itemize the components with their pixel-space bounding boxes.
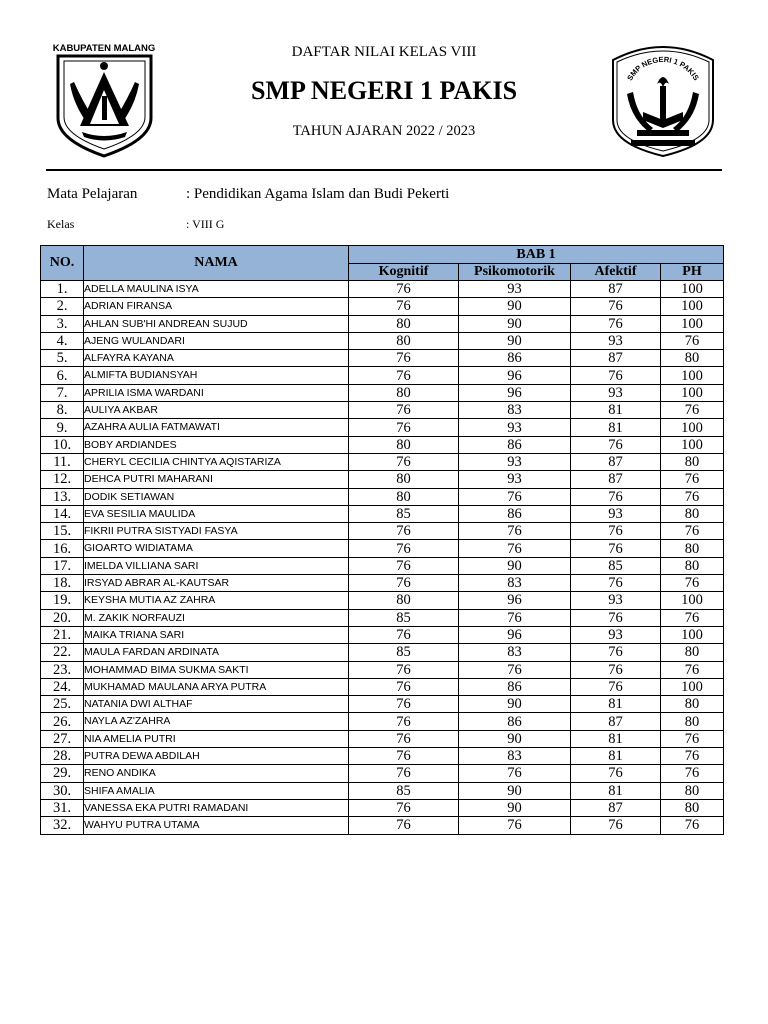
student-name: DODIK SETIAWAN (84, 488, 349, 505)
kognitif-score: 76 (349, 799, 459, 816)
student-name: AJENG WULANDARI (84, 332, 349, 349)
col-afektif-header: Afektif (571, 264, 661, 281)
ph-score: 80 (661, 644, 724, 661)
ph-score: 100 (661, 298, 724, 315)
student-name: KEYSHA MUTIA AZ ZAHRA (84, 592, 349, 609)
row-number: 30. (41, 782, 84, 799)
afektif-score: 81 (571, 748, 661, 765)
table-row (41, 298, 724, 315)
student-name: NATANIA DWI ALTHAF (84, 696, 349, 713)
row-number: 10. (41, 436, 84, 453)
afektif-score: 85 (571, 557, 661, 574)
row-number: 25. (41, 696, 84, 713)
student-name: NIA AMELIA PUTRI (84, 730, 349, 747)
school-emblem-logo (607, 40, 719, 158)
ph-score: 80 (661, 505, 724, 522)
class-label: Kelas (47, 217, 75, 231)
table-row (41, 678, 724, 695)
left-logo-text: KABUPATEN MALANG (52, 43, 156, 54)
col-psikomotorik-header: Psikomotorik (459, 264, 571, 281)
kognitif-score: 76 (349, 730, 459, 747)
psikomotorik-score: 90 (459, 298, 571, 315)
student-name: EVA SESILIA MAULIDA (84, 505, 349, 522)
table-row (41, 661, 724, 678)
row-number: 9. (41, 419, 84, 436)
student-name: ALFAYRA KAYANA (84, 350, 349, 367)
row-number: 22. (41, 644, 84, 661)
row-number: 6. (41, 367, 84, 384)
student-name: IMELDA VILLIANA SARI (84, 557, 349, 574)
student-name: AHLAN SUB'HI ANDREAN SUJUD (84, 315, 349, 332)
psikomotorik-score: 96 (459, 592, 571, 609)
row-number: 4. (41, 332, 84, 349)
row-number: 20. (41, 609, 84, 626)
psikomotorik-score: 76 (459, 817, 571, 834)
afektif-score: 93 (571, 505, 661, 522)
ph-score: 76 (661, 748, 724, 765)
grades-table-body (41, 281, 724, 835)
psikomotorik-score: 76 (459, 609, 571, 626)
ph-score: 100 (661, 626, 724, 643)
psikomotorik-score: 86 (459, 505, 571, 522)
kognitif-score: 76 (349, 765, 459, 782)
ph-score: 76 (661, 488, 724, 505)
ph-score: 76 (661, 471, 724, 488)
kognitif-score: 76 (349, 540, 459, 557)
row-number: 29. (41, 765, 84, 782)
psikomotorik-score: 86 (459, 350, 571, 367)
row-number: 28. (41, 748, 84, 765)
table-row (41, 419, 724, 436)
table-row (41, 332, 724, 349)
row-number: 2. (41, 298, 84, 315)
col-name-header: NAMA (84, 246, 349, 281)
afektif-score: 76 (571, 540, 661, 557)
right-logo-text: SMP NEGERI 1 PAKIS (625, 54, 701, 83)
row-number: 31. (41, 799, 84, 816)
afektif-score: 87 (571, 713, 661, 730)
ph-score: 76 (661, 817, 724, 834)
table-row (41, 453, 724, 470)
student-name: MAIKA TRIANA SARI (84, 626, 349, 643)
kognitif-score: 85 (349, 644, 459, 661)
kognitif-score: 80 (349, 332, 459, 349)
psikomotorik-score: 90 (459, 782, 571, 799)
kognitif-score: 76 (349, 748, 459, 765)
student-name: PUTRA DEWA ABDILAH (84, 748, 349, 765)
psikomotorik-score: 83 (459, 644, 571, 661)
header-divider (46, 169, 722, 171)
afektif-score: 93 (571, 332, 661, 349)
afektif-score: 87 (571, 453, 661, 470)
afektif-score: 76 (571, 661, 661, 678)
afektif-score: 76 (571, 817, 661, 834)
row-number: 18. (41, 575, 84, 592)
afektif-score: 93 (571, 592, 661, 609)
afektif-score: 87 (571, 281, 661, 298)
kognitif-score: 76 (349, 575, 459, 592)
kognitif-score: 76 (349, 402, 459, 419)
table-row (41, 696, 724, 713)
kognitif-score: 80 (349, 592, 459, 609)
ph-score: 100 (661, 592, 724, 609)
kognitif-score: 76 (349, 367, 459, 384)
afektif-score: 81 (571, 419, 661, 436)
table-row (41, 523, 724, 540)
afektif-score: 87 (571, 471, 661, 488)
table-row (41, 713, 724, 730)
student-name: VANESSA EKA PUTRI RAMADANI (84, 799, 349, 816)
kognitif-score: 76 (349, 678, 459, 695)
kognitif-score: 80 (349, 315, 459, 332)
table-row (41, 488, 724, 505)
table-row (41, 557, 724, 574)
student-name: ADELLA MAULINA ISYA (84, 281, 349, 298)
psikomotorik-score: 76 (459, 488, 571, 505)
ph-score: 80 (661, 799, 724, 816)
afektif-score: 76 (571, 298, 661, 315)
row-number: 21. (41, 626, 84, 643)
psikomotorik-score: 90 (459, 696, 571, 713)
kognitif-score: 80 (349, 436, 459, 453)
table-row (41, 575, 724, 592)
table-row (41, 782, 724, 799)
table-row (41, 799, 724, 816)
afektif-score: 76 (571, 644, 661, 661)
ph-score: 76 (661, 609, 724, 626)
student-name: IRSYAD ABRAR AL-KAUTSAR (84, 575, 349, 592)
row-number: 16. (41, 540, 84, 557)
table-row (41, 384, 724, 401)
table-row (41, 540, 724, 557)
student-name: AZAHRA AULIA FATMAWATI (84, 419, 349, 436)
row-number: 23. (41, 661, 84, 678)
row-number: 8. (41, 402, 84, 419)
row-number: 19. (41, 592, 84, 609)
afektif-score: 93 (571, 626, 661, 643)
student-name: MAULA FARDAN ARDINATA (84, 644, 349, 661)
psikomotorik-score: 90 (459, 315, 571, 332)
table-row (41, 367, 724, 384)
table-row (41, 626, 724, 643)
afektif-score: 76 (571, 523, 661, 540)
row-number: 26. (41, 713, 84, 730)
kognitif-score: 76 (349, 419, 459, 436)
afektif-score: 76 (571, 315, 661, 332)
table-row (41, 609, 724, 626)
table-row (41, 817, 724, 834)
row-number: 13. (41, 488, 84, 505)
afektif-score: 81 (571, 402, 661, 419)
psikomotorik-score: 76 (459, 523, 571, 540)
subject-label: Mata Pelajaran (47, 186, 138, 202)
row-number: 24. (41, 678, 84, 695)
kognitif-score: 76 (349, 626, 459, 643)
kognitif-score: 85 (349, 505, 459, 522)
table-row (41, 315, 724, 332)
row-number: 15. (41, 523, 84, 540)
col-kognitif-header: Kognitif (349, 264, 459, 281)
psikomotorik-score: 86 (459, 678, 571, 695)
student-name: FIKRII PUTRA SISTYADI FASYA (84, 523, 349, 540)
kognitif-score: 76 (349, 350, 459, 367)
academic-year: TAHUN AJARAN 2022 / 2023 (292, 123, 476, 139)
student-name: M. ZAKIK NORFAUZI (84, 609, 349, 626)
afektif-score: 76 (571, 488, 661, 505)
ph-score: 100 (661, 436, 724, 453)
psikomotorik-score: 96 (459, 626, 571, 643)
kognitif-score: 76 (349, 817, 459, 834)
psikomotorik-score: 90 (459, 557, 571, 574)
student-name: MOHAMMAD BIMA SUKMA SAKTI (84, 661, 349, 678)
table-row (41, 436, 724, 453)
kognitif-score: 80 (349, 384, 459, 401)
psikomotorik-score: 86 (459, 713, 571, 730)
psikomotorik-score: 83 (459, 748, 571, 765)
row-number: 5. (41, 350, 84, 367)
col-no-header: NO. (41, 246, 84, 281)
kognitif-score: 76 (349, 713, 459, 730)
psikomotorik-score: 93 (459, 419, 571, 436)
ph-score: 76 (661, 661, 724, 678)
afektif-score: 76 (571, 575, 661, 592)
subject-value: : Pendidikan Agama Islam dan Budi Pekerti (186, 186, 450, 202)
table-row (41, 765, 724, 782)
psikomotorik-score: 83 (459, 575, 571, 592)
ph-score: 76 (661, 332, 724, 349)
table-row (41, 505, 724, 522)
ph-score: 100 (661, 281, 724, 298)
psikomotorik-score: 76 (459, 661, 571, 678)
psikomotorik-score: 86 (459, 436, 571, 453)
psikomotorik-score: 96 (459, 384, 571, 401)
class-value: : VIII G (186, 217, 225, 231)
ph-score: 76 (661, 402, 724, 419)
ph-score: 76 (661, 523, 724, 540)
psikomotorik-score: 76 (459, 540, 571, 557)
afektif-score: 76 (571, 678, 661, 695)
table-row (41, 644, 724, 661)
kognitif-score: 80 (349, 471, 459, 488)
afektif-score: 76 (571, 765, 661, 782)
student-name: AULIYA AKBAR (84, 402, 349, 419)
student-name: SHIFA AMALIA (84, 782, 349, 799)
title-line-1: DAFTAR NILAI KELAS VIII (291, 44, 477, 60)
kognitif-score: 80 (349, 488, 459, 505)
kognitif-score: 85 (349, 782, 459, 799)
row-number: 27. (41, 730, 84, 747)
afektif-score: 87 (571, 350, 661, 367)
table-row (41, 350, 724, 367)
kognitif-score: 76 (349, 523, 459, 540)
afektif-score: 76 (571, 436, 661, 453)
table-row (41, 592, 724, 609)
psikomotorik-score: 90 (459, 730, 571, 747)
table-row (41, 748, 724, 765)
psikomotorik-score: 76 (459, 765, 571, 782)
afektif-score: 76 (571, 609, 661, 626)
psikomotorik-score: 90 (459, 799, 571, 816)
ph-score: 76 (661, 575, 724, 592)
ph-score: 80 (661, 696, 724, 713)
ph-score: 80 (661, 350, 724, 367)
school-name-title: SMP NEGERI 1 PAKIS (250, 76, 518, 105)
row-number: 32. (41, 817, 84, 834)
table-row (41, 730, 724, 747)
kognitif-score: 76 (349, 661, 459, 678)
ph-score: 100 (661, 384, 724, 401)
kognitif-score: 85 (349, 609, 459, 626)
row-number: 17. (41, 557, 84, 574)
psikomotorik-score: 93 (459, 281, 571, 298)
ph-score: 76 (661, 765, 724, 782)
row-number: 1. (41, 281, 84, 298)
col-ph-header: PH (661, 264, 724, 281)
psikomotorik-score: 96 (459, 367, 571, 384)
ph-score: 100 (661, 419, 724, 436)
psikomotorik-score: 93 (459, 453, 571, 470)
row-number: 7. (41, 384, 84, 401)
kognitif-score: 76 (349, 557, 459, 574)
row-number: 14. (41, 505, 84, 522)
kognitif-score: 76 (349, 696, 459, 713)
student-name: ALMIFTA BUDIANSYAH (84, 367, 349, 384)
student-name: CHERYL CECILIA CHINTYA AQISTARIZA (84, 453, 349, 470)
ph-score: 80 (661, 713, 724, 730)
kognitif-score: 76 (349, 298, 459, 315)
ph-score: 80 (661, 540, 724, 557)
row-number: 3. (41, 315, 84, 332)
afektif-score: 87 (571, 799, 661, 816)
bab-group-header: BAB 1 (349, 246, 724, 264)
ph-score: 80 (661, 557, 724, 574)
student-name: MUKHAMAD MAULANA ARYA PUTRA (84, 678, 349, 695)
student-name: WAHYU PUTRA UTAMA (84, 817, 349, 834)
ph-score: 100 (661, 315, 724, 332)
psikomotorik-score: 90 (459, 332, 571, 349)
ph-score: 100 (661, 678, 724, 695)
ph-score: 76 (661, 730, 724, 747)
kognitif-score: 76 (349, 281, 459, 298)
document-header (0, 0, 768, 175)
student-name: BOBY ARDIANDES (84, 436, 349, 453)
grades-table (40, 245, 724, 835)
afektif-score: 76 (571, 367, 661, 384)
ph-score: 100 (661, 367, 724, 384)
table-row (41, 281, 724, 298)
student-name: DEHCA PUTRI MAHARANI (84, 471, 349, 488)
row-number: 12. (41, 471, 84, 488)
afektif-score: 81 (571, 696, 661, 713)
row-number: 11. (41, 453, 84, 470)
table-row (41, 471, 724, 488)
student-name: ADRIAN FIRANSA (84, 298, 349, 315)
afektif-score: 93 (571, 384, 661, 401)
ph-score: 80 (661, 782, 724, 799)
student-name: RENO ANDIKA (84, 765, 349, 782)
afektif-score: 81 (571, 782, 661, 799)
student-name: GIOARTO WIDIATAMA (84, 540, 349, 557)
kognitif-score: 76 (349, 453, 459, 470)
psikomotorik-score: 83 (459, 402, 571, 419)
ph-score: 80 (661, 453, 724, 470)
afektif-score: 81 (571, 730, 661, 747)
student-name: APRILIA ISMA WARDANI (84, 384, 349, 401)
table-row (41, 402, 724, 419)
psikomotorik-score: 93 (459, 471, 571, 488)
student-name: NAYLA AZ'ZAHRA (84, 713, 349, 730)
